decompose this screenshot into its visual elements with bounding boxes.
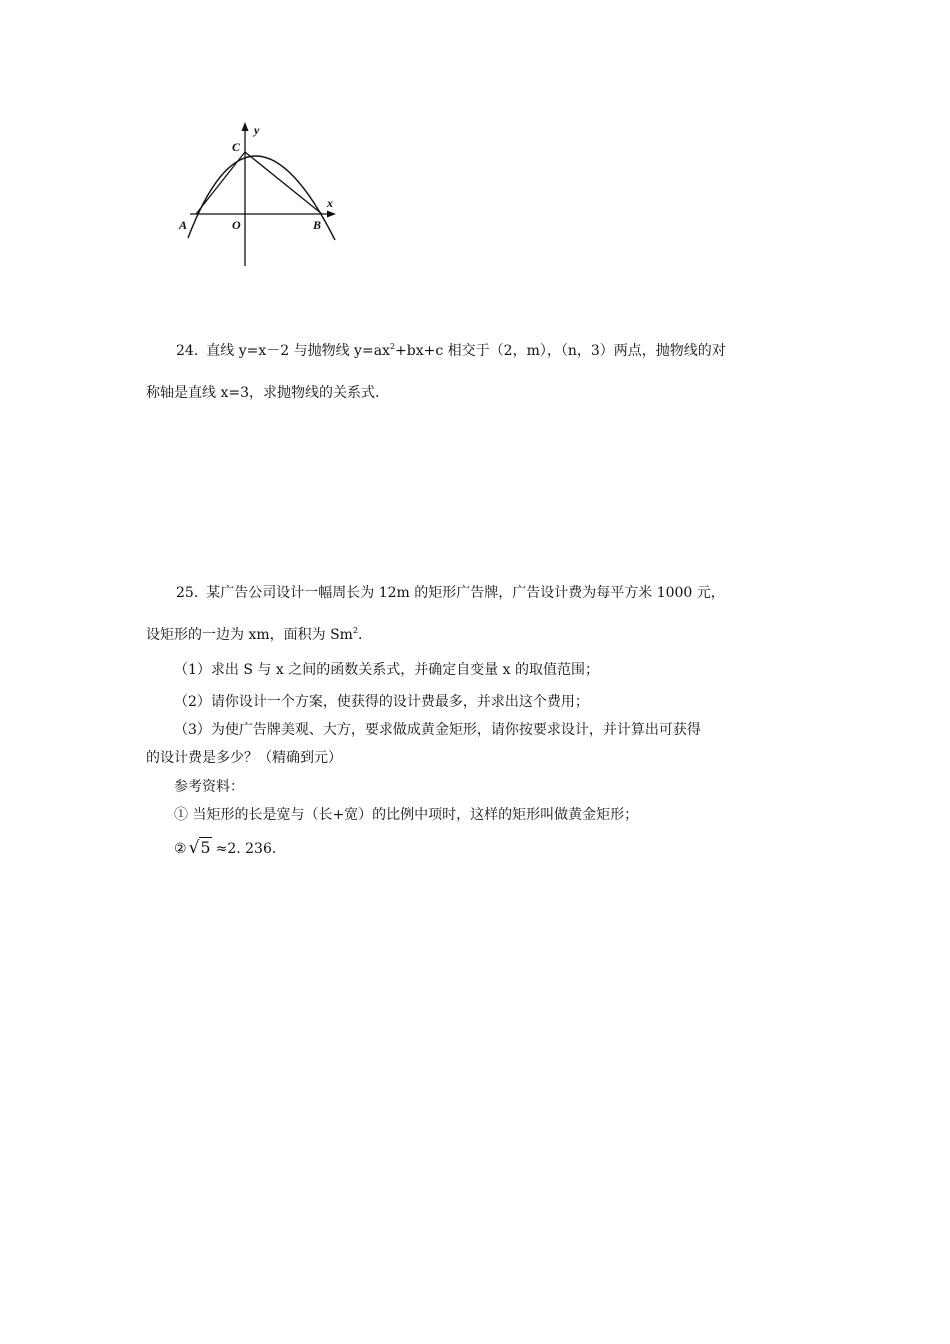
q25-text-part-1: 设矩形的一边为 xm，面积为 Sm (146, 627, 353, 643)
q25-sub-question-3-line-1: （3）为使广告牌美观、大方，要求做成黄金矩形，请你按要求设计，并计算出可获得 (174, 722, 701, 738)
radical-sign: √ (188, 838, 200, 858)
reference-title: 参考资料： (174, 779, 244, 795)
label-b: B (313, 218, 322, 232)
q24-line-1 (176, 341, 726, 361)
q24-line-2: 称轴是直线 x=3，求抛物线的关系式. (146, 385, 380, 401)
reference-item-2-marker: ② (174, 841, 187, 857)
label-o: O (232, 218, 241, 232)
label-x: x (327, 196, 333, 210)
q25-text-part-2: . (358, 627, 363, 643)
q25-sub-question-1: （1）求出 S 与 x 之间的函数关系式，并确定自变量 x 的取值范围； (174, 662, 599, 678)
radicand: 5 (200, 838, 211, 857)
q25-line-1 (176, 583, 725, 603)
q25-sub-question-3-line-2: 的设计费是多少？（精确到元） (146, 750, 342, 766)
sqrt-five (189, 838, 212, 858)
y-axis-arrow (242, 122, 249, 131)
reference-item-2 (174, 838, 276, 859)
reference-item-2-value: ≈2. 236. (215, 841, 277, 857)
segment-cb (245, 152, 322, 214)
parabola-diagram (170, 118, 345, 273)
q25-sub-question-2: （2）请你设计一个方案，使获得的设计费最多，并求出这个费用； (174, 694, 589, 710)
reference-item-1: ① 当矩形的长是宽与（长+宽）的比例中项时，这样的矩形叫做黄金矩形； (174, 807, 639, 823)
q25-number: 25. (176, 585, 199, 601)
q24-text-part-1: 直线 y=x－2 与抛物线 y=ax (206, 343, 390, 359)
label-a: A (179, 218, 188, 232)
parabola-figure (170, 118, 345, 273)
q25-text-line-1: 某广告公司设计一幅周长为 12m 的矩形广告牌，广告设计费为每平方米 1000 元， (206, 585, 725, 601)
q24-number: 24. (176, 343, 199, 359)
q25-superscript: 2 (352, 626, 359, 635)
label-c: C (232, 140, 241, 154)
q24-superscript: 2 (389, 342, 396, 351)
q25-line-2 (146, 625, 362, 645)
segment-ac (196, 152, 245, 214)
x-axis-arrow (327, 211, 336, 218)
q24-text-part-2: +bx+c 相交于（2，m），（n，3）两点，抛物线的对 (395, 343, 726, 359)
label-y: y (254, 123, 260, 137)
